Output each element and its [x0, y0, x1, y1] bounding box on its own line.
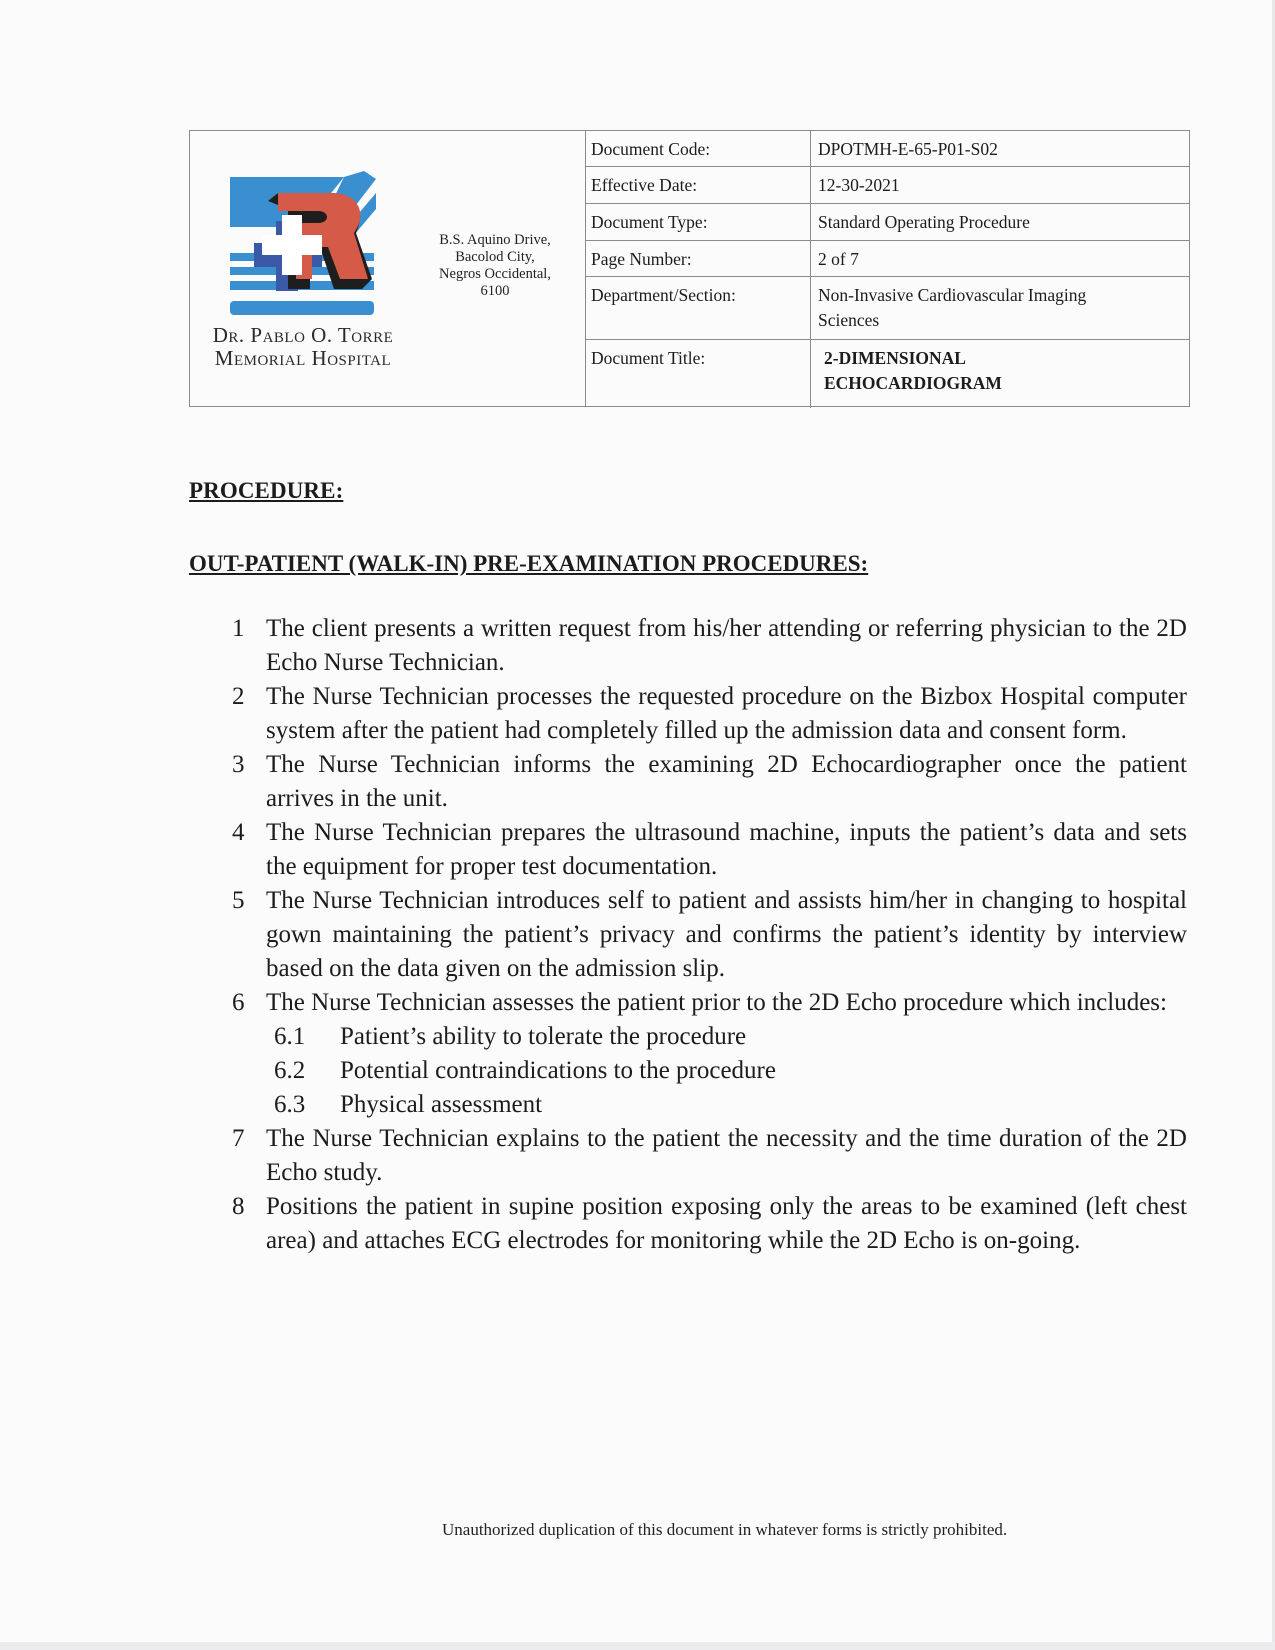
- meta-value: DPOTMH-E-65-P01-S02: [818, 139, 998, 159]
- item-text: The Nurse Technician introduces self to patient and assists him/her in changing to hospital gown maintaining the patient’s privacy and confirms the patient’s identity by interview based on the data given on the admission slip.: [266, 887, 1187, 982]
- meta-label: Effective Date:: [586, 167, 811, 203]
- meta-value: Standard Operating Procedure: [818, 212, 1030, 232]
- item-text: The Nurse Technician informs the examining 2D Echocardiographer once the patient arrives in the unit.: [266, 751, 1187, 812]
- item-number: 3: [232, 751, 245, 778]
- footer-notice: Unauthorized duplication of this document in whatever forms is strictly prohibited.: [442, 1520, 1008, 1539]
- item-text: The Nurse Technician processes the requested procedure on the Bizbox Hospital computer system after the patient had completely filled up the admission data and consent form.: [266, 683, 1187, 744]
- meta-value: 2 of 7: [818, 249, 859, 269]
- document-header-table: [189, 130, 1190, 407]
- address-line: Negros Occidental,: [439, 266, 551, 282]
- item-number: 6: [232, 989, 245, 1016]
- meta-label: Department/Section:: [586, 277, 811, 339]
- meta-row-document-title: [586, 340, 1189, 408]
- list-item: [232, 612, 1187, 680]
- meta-label: Document Type:: [586, 204, 811, 240]
- sub-item-number: 6.1: [274, 1023, 306, 1050]
- item-text: The Nurse Technician prepares the ultrasound machine, inputs the patient’s data and sets the equipment for proper test documentation.: [266, 819, 1187, 880]
- meta-label: Document Title:: [586, 340, 811, 408]
- sub-item-text: Physical assessment: [340, 1091, 543, 1118]
- meta-row-document-type: [586, 204, 1189, 241]
- sub-item-text: Patient’s ability to tolerate the procedure: [340, 1023, 747, 1050]
- address-line: B.S. Aquino Drive,: [439, 232, 551, 248]
- hospital-name-line2: Memorial Hospital: [214, 346, 392, 370]
- meta-row-document-code: [586, 131, 1189, 167]
- sub-list-item: [232, 1088, 1187, 1122]
- address-line: 6100: [480, 283, 510, 299]
- item-text: The client presents a written request from his/her attending or referring physician to the 2D Echo Nurse Technician.: [266, 615, 1187, 676]
- address-line: Bacolod City,: [455, 249, 535, 265]
- sub-item-number: 6.3: [274, 1091, 306, 1118]
- item-number: 8: [232, 1193, 245, 1220]
- section-heading: PROCEDURE:: [189, 478, 344, 503]
- list-item: [232, 986, 1187, 1020]
- hospital-name-line1: Dr. Pablo O. Torre: [212, 323, 394, 347]
- meta-label: Page Number:: [586, 241, 811, 276]
- item-number: 4: [232, 819, 245, 846]
- procedure-list: [232, 612, 1187, 1258]
- sub-list-item: [232, 1020, 1187, 1054]
- hospital-logo-icon: [226, 171, 378, 321]
- list-item: [232, 1122, 1187, 1190]
- sub-list-item: [232, 1054, 1187, 1088]
- list-item: [232, 1190, 1187, 1258]
- item-text: Positions the patient in supine position exposing only the areas to be examined (left chest area) and attaches ECG electrodes for monitoring while the 2D Echo is on-going.: [266, 1193, 1187, 1254]
- meta-row-department: [586, 277, 1189, 340]
- sub-item-text: Potential contraindications to the procedure: [340, 1057, 776, 1084]
- list-item: [232, 816, 1187, 884]
- item-text: The Nurse Technician assesses the patient prior to the 2D Echo procedure which includes:: [266, 989, 1167, 1016]
- document-metadata: [586, 131, 1189, 406]
- meta-row-effective-date: [586, 167, 1189, 204]
- hospital-address: [410, 232, 580, 299]
- meta-label: Document Code:: [586, 131, 811, 166]
- item-text: The Nurse Technician explains to the patient the necessity and the time duration of the 2D Echo study.: [266, 1125, 1187, 1186]
- list-item: [232, 748, 1187, 816]
- item-number: 1: [232, 615, 245, 642]
- list-item: [232, 680, 1187, 748]
- meta-value: 12-30-2021: [818, 175, 900, 195]
- document-title: 2-DIMENSIONAL ECHOCARDIOGRAM: [824, 348, 1002, 393]
- hospital-name: [190, 324, 416, 370]
- item-number: 5: [232, 887, 245, 914]
- sub-item-number: 6.2: [274, 1057, 306, 1084]
- list-item: [232, 884, 1187, 986]
- meta-value: Non-Invasive Cardiovascular Imaging Sciences: [818, 285, 1087, 330]
- item-number: 7: [232, 1125, 245, 1152]
- hospital-identity-cell: [190, 131, 586, 406]
- page-edge: [0, 1642, 1275, 1650]
- subsection-heading: OUT-PATIENT (WALK-IN) PRE-EXAMINATION PROCEDURES:: [189, 551, 869, 576]
- item-number: 2: [232, 683, 245, 710]
- meta-row-page-number: [586, 241, 1189, 277]
